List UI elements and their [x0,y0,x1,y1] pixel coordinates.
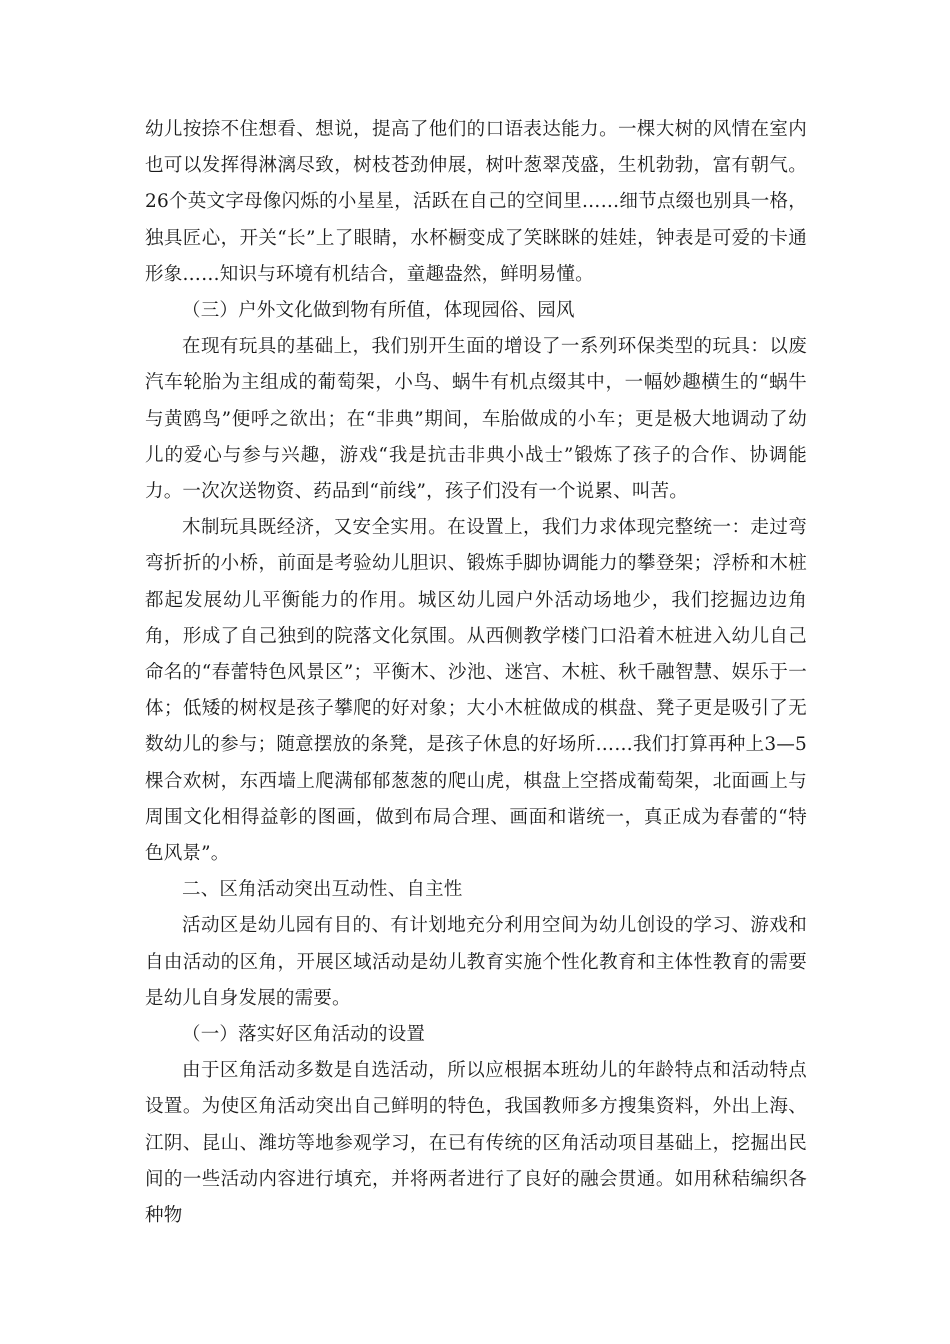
body-paragraph: 木制玩具既经济，又安全实用。在设置上，我们力求体现完整统一：走过弯弯折折的小桥，前面是考验幼儿胆识、锻炼手脚协调能力的攀登架；浮桥和木桩都起发展幼儿平衡能力的作用。城区幼儿园户外活动场地少，我们挖掘边边角角，形成了自己独到的院落文化氛围。从西侧教学楼门口沿着木桩进入幼儿自己命名的“春蕾特色风景区”；平衡木、沙池、迷宫、木桩、秋千融智慧、娱乐于一体；低矮的树杈是孩子攀爬的好对象；大小木桩做成的棋盘、凳子更是吸引了无数幼儿的参与；随意摆放的条凳，是孩子休息的好场所……我们打算再种上3—5棵合欢树，东西墙上爬满郁郁葱葱的爬山虎，棋盘上空搭成葡萄架，北面画上与周围文化相得益彰的图画，做到布局合理、画面和谐统一，真正成为春蕾的“特色风景”。 [145,517,807,865]
body-paragraph: 在现有玩具的基础上，我们别开生面的增设了一系列环保类型的玩具：以废汽车轮胎为主组成的葡萄架，小鸟、蜗牛有机点缀其中，一幅妙趣横生的“蜗牛与黄鸥鸟”便呼之欲出；在“非典”期间，车胎做成的小车；更是极大地调动了幼儿的爱心与参与兴趣，游戏“我是抗击非典小战士”锻炼了孩子的合作、协调能力。一次次送物资、药品到“前线”，孩子们没有一个说累、叫苦。 [145,336,807,503]
section-heading: （一）落实好区角活动的设置 [182,1024,426,1046]
document-page [145,112,807,1234]
body-paragraph: 由于区角活动多数是自选活动，所以应根据本班幼儿的年龄特点和活动特点设置。为使区角活动突出自己鲜明的特色，我国教师多方搜集资料，外出上海、江阴、昆山、潍坊等地参观学习，在已有传统的区角活动项目基础上，挖掘出民间的一些活动内容进行填充，并将两者进行了良好的融会贯通。如用秫秸编织各种物 [145,1060,807,1227]
section-heading: （三）户外文化做到物有所值，体现园俗、园风 [182,300,575,322]
body-paragraph: 幼儿按捺不住想看、想说，提高了他们的口语表达能力。一棵大树的风情在室内也可以发挥得淋漓尽致，树枝苍劲伸展，树叶葱翠茂盛，生机勃勃，富有朝气。26个英文字母像闪烁的小星星，活跃在自己的空间里……细节点缀也别具一格，独具匠心，开关“长”上了眼睛，水杯橱变成了笑眯眯的娃娃，钟表是可爱的卡通形象……知识与环境有机结合，童趣盎然，鲜明易懂。 [145,119,807,285]
section-heading: 二、区角活动突出互动性、自主性 [182,879,463,901]
body-paragraph: 活动区是幼儿园有目的、有计划地充分利用空间为幼儿创设的学习、游戏和自由活动的区角，开展区域活动是幼儿教育实施个性化教育和主体性教育的需要是幼儿自身发展的需要。 [145,915,807,1009]
